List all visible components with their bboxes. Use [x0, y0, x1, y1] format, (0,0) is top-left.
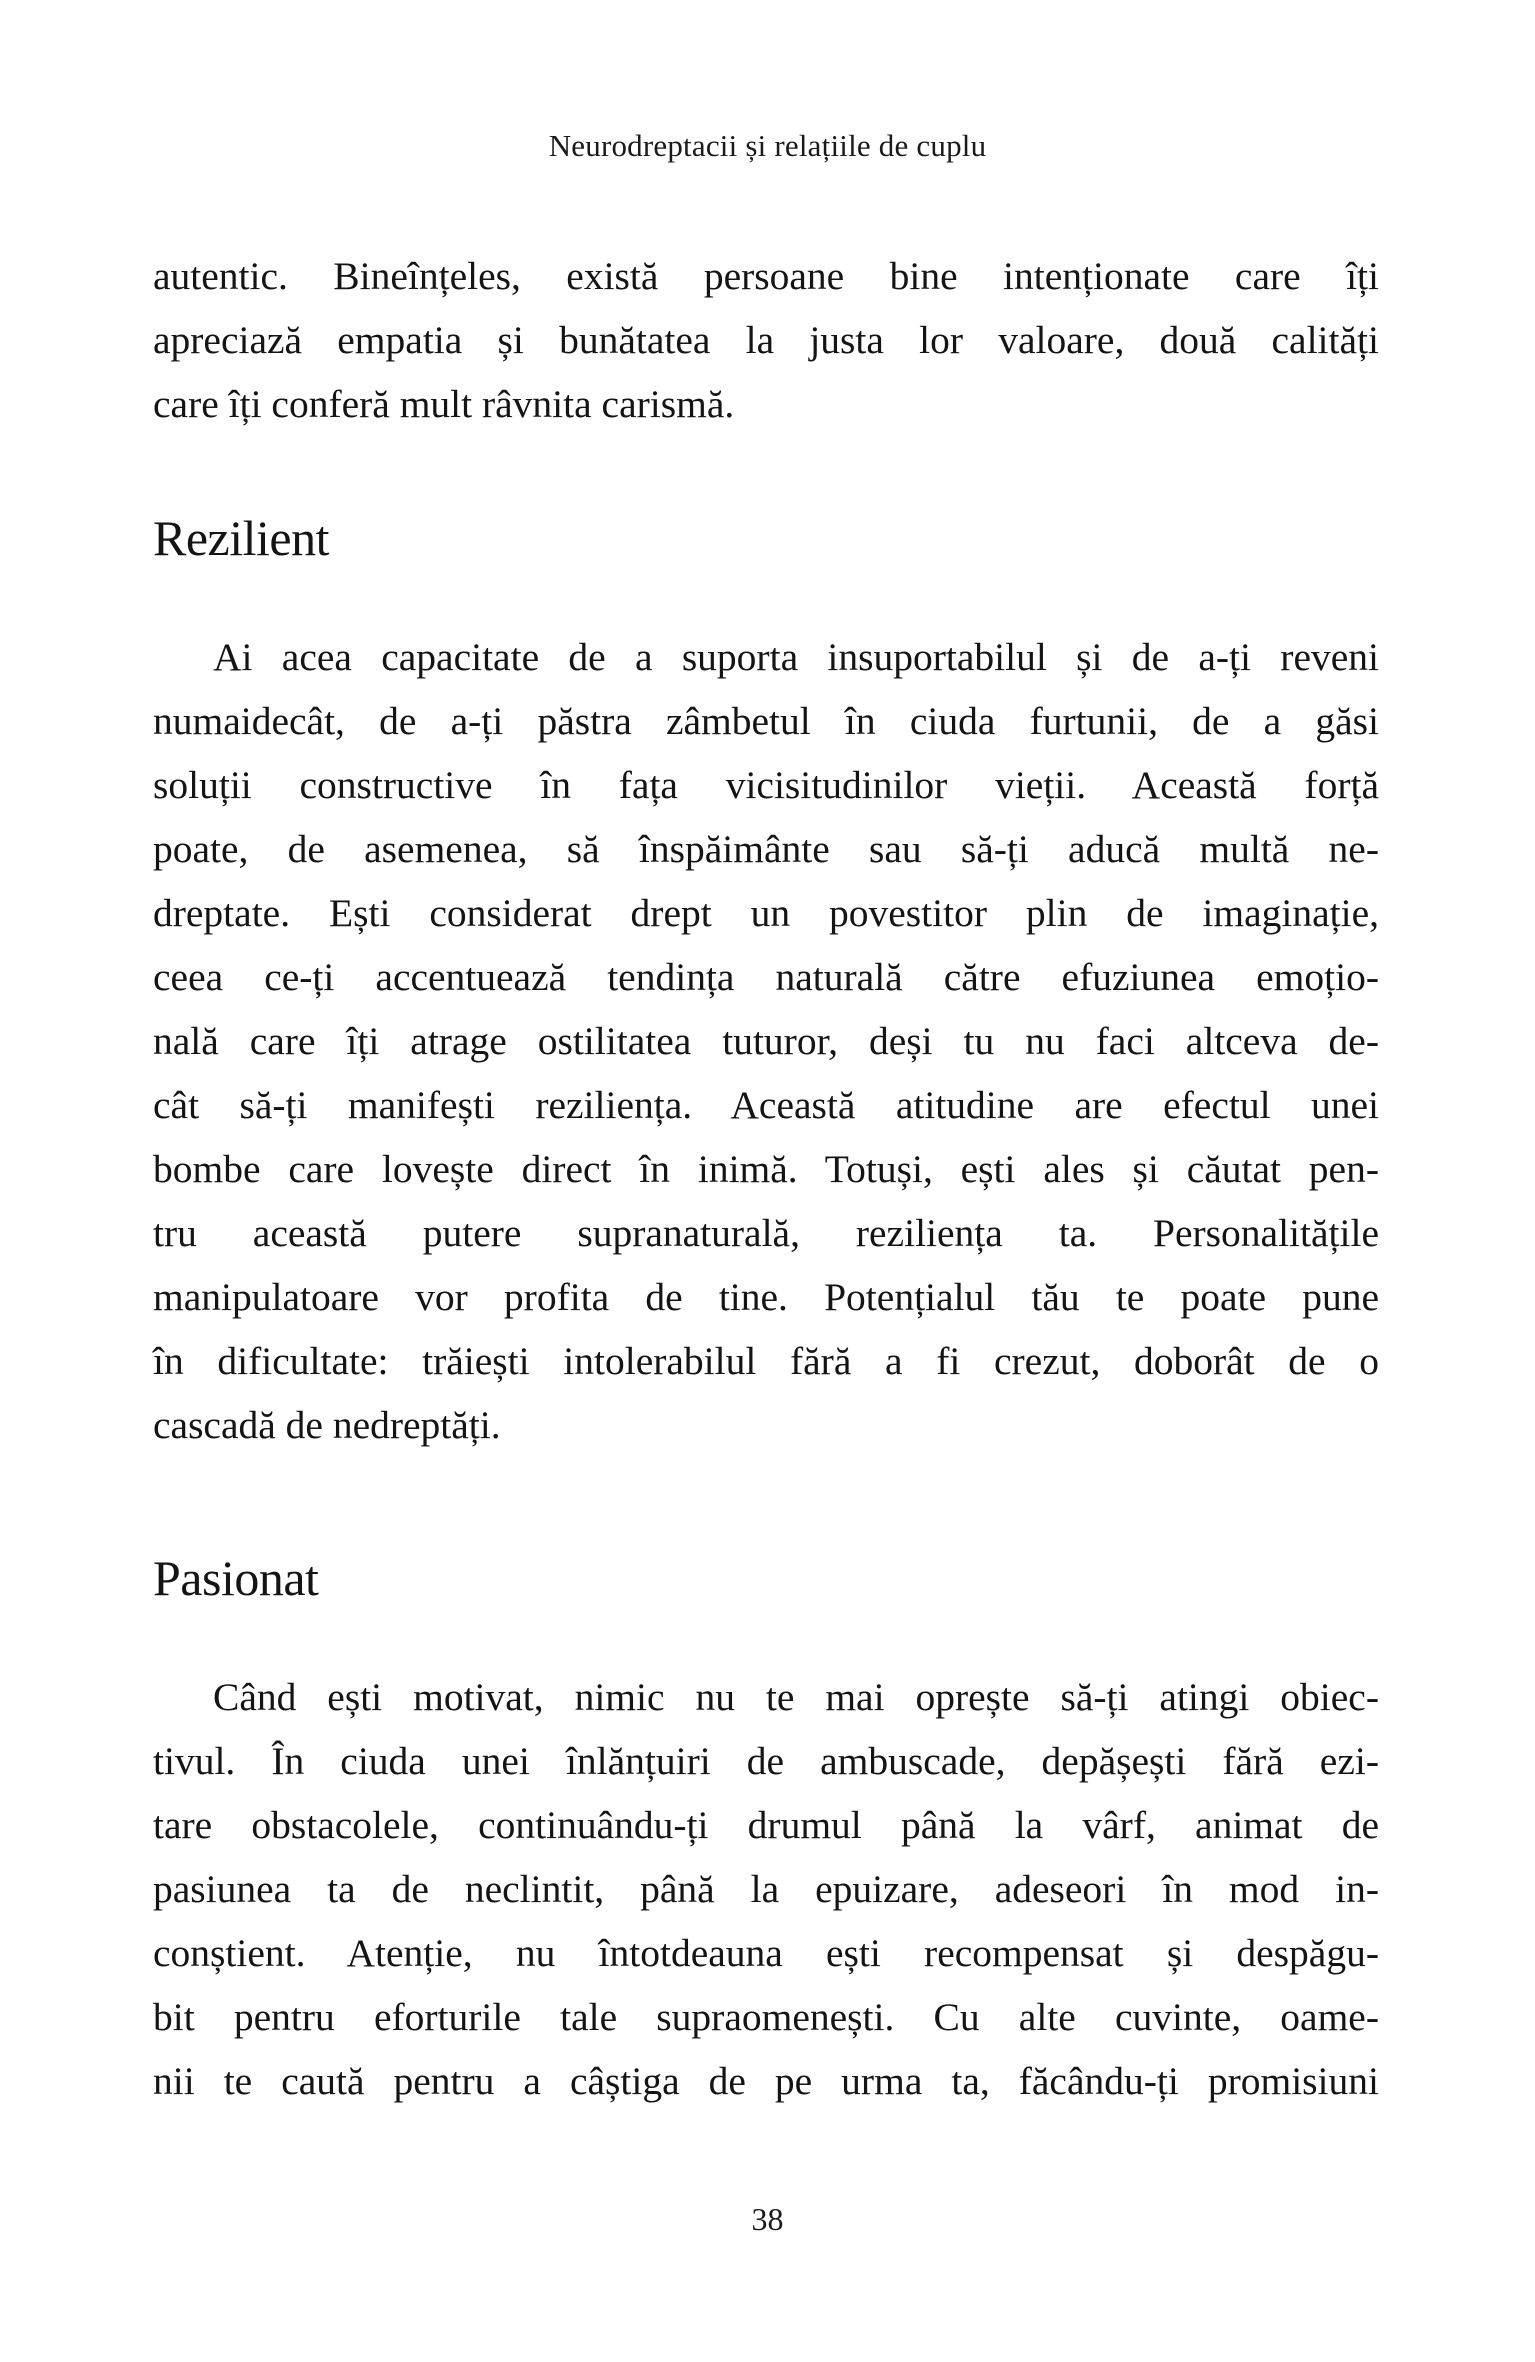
text-line: conștient. Atenție, nu întotdeauna ești recompensat și despăgu-	[153, 1931, 1379, 1975]
text-line: care îți conferă mult râvnita carismă.	[153, 382, 735, 426]
intro-paragraph	[153, 244, 1379, 436]
text-line: nală care îți atrage ostilitatea tuturor, deși tu nu faci altceva de-	[153, 1019, 1379, 1063]
text-line: numaidecât, de a-ți păstra zâmbetul în ciuda furtunii, de a găsi	[153, 699, 1379, 743]
text-line: Când ești motivat, nimic nu te mai oprește să-ți atingi obiec-	[213, 1675, 1379, 1719]
running-header: Neurodreptacii și relațiile de cuplu	[548, 128, 987, 163]
section-heading-rezilient: Rezilient	[153, 510, 329, 566]
text-line: autentic. Bineînțeles, există persoane bine intenționate care îți	[153, 254, 1379, 298]
text-line: Ai acea capacitate de a suporta insuportabilul și de a-ți reveni	[213, 635, 1379, 679]
section-paragraph-pasionat	[153, 1665, 1379, 2113]
page-number: 38	[751, 2201, 784, 2237]
section-paragraph-rezilient	[153, 625, 1379, 1457]
text-line: dreptate. Ești considerat drept un povestitor plin de imaginație,	[153, 891, 1379, 935]
text-line: ceea ce-ți accentuează tendința naturală către efuziunea emoțio-	[153, 955, 1379, 999]
section-heading-pasionat: Pasionat	[153, 1550, 319, 1606]
text-line: tare obstacolele, continuându-ți drumul până la vârf, animat de	[153, 1803, 1379, 1847]
text-line: tivul. În ciuda unei înlănțuiri de ambuscade, depășești fără ezi-	[153, 1739, 1379, 1783]
text-line: bit pentru eforturile tale supraomenești. Cu alte cuvinte, oame-	[153, 1995, 1379, 2039]
text-line: tru această putere supranaturală, reziliența ta. Personalitățile	[153, 1211, 1379, 1255]
text-line: apreciază empatia și bunătatea la justa lor valoare, două calități	[153, 318, 1379, 362]
text-line: pasiunea ta de neclintit, până la epuizare, adeseori în mod in-	[153, 1867, 1379, 1911]
text-line: în dificultate: trăiești intolerabilul fără a fi crezut, doborât de o	[153, 1339, 1379, 1383]
text-line: bombe care lovește direct în inimă. Totuși, ești ales și căutat pen-	[153, 1147, 1379, 1191]
text-line: soluții constructive în fața vicisitudinilor vieții. Această forță	[153, 763, 1379, 807]
text-line: nii te caută pentru a câștiga de pe urma ta, făcându-ți promisiuni	[153, 2059, 1379, 2103]
text-line: cascadă de nedreptăți.	[153, 1403, 501, 1447]
text-line: poate, de asemenea, să înspăimânte sau să-ți aducă multă ne-	[153, 827, 1379, 871]
text-line: manipulatoare vor profita de tine. Potențialul tău te poate pune	[153, 1275, 1379, 1319]
text-line: cât să-ți manifești reziliența. Această atitudine are efectul unei	[153, 1083, 1379, 1127]
